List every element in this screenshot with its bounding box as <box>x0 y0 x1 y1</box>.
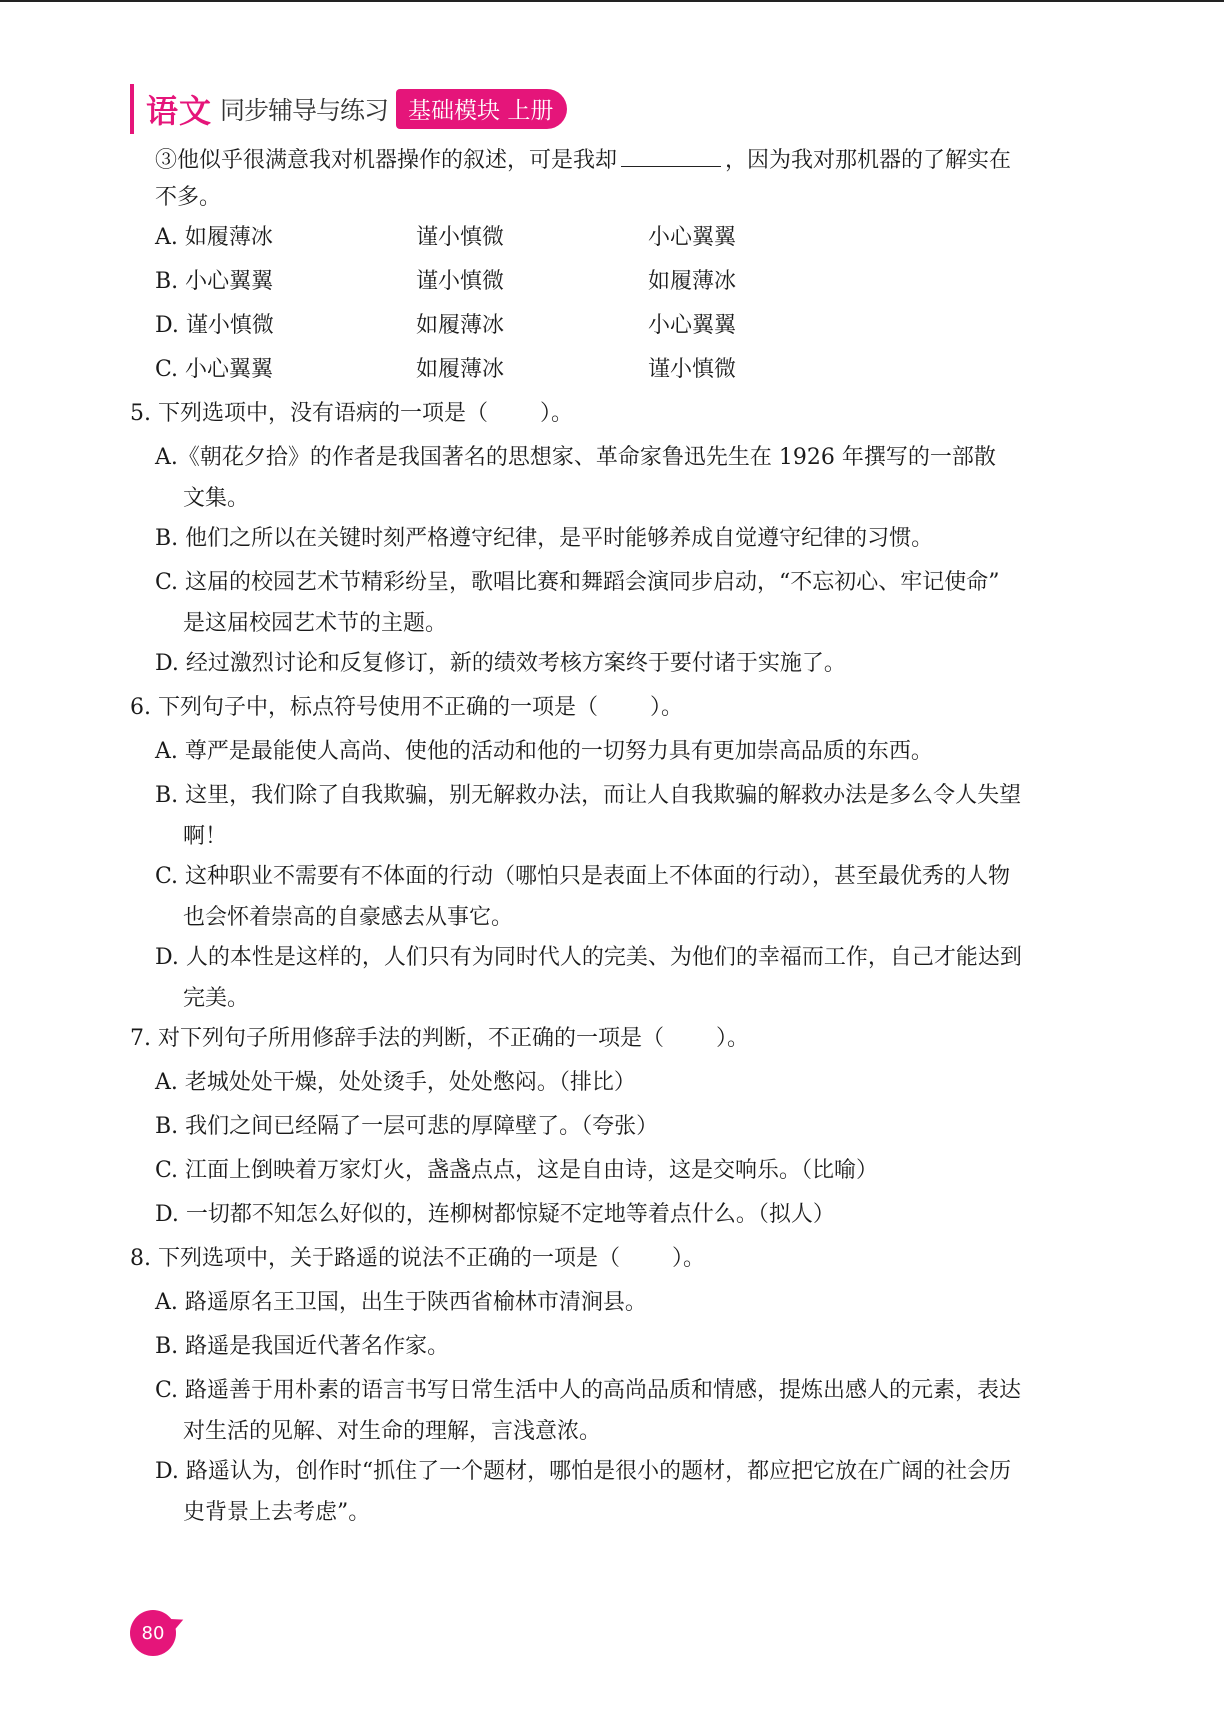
q6-option-a: A. 尊严是最能使人高尚、使他的活动和他的一切努力具有更加崇高品质的东西。 <box>155 739 933 764</box>
q7-stem: 7. 对下列句子所用修辞手法的判断，不正确的一项是（ ）。 <box>130 1026 750 1051</box>
q4-option-row <box>130 260 1100 304</box>
q4-stem-line2 <box>130 179 1100 216</box>
q7-option-d: D. 一切都不知怎么好似的，连柳树都惊疑不定地等着点什么。（拟人） <box>155 1202 835 1227</box>
q7-option-c: C. 江面上倒映着万家灯火，盏盏点点，这是自由诗，这是交响乐。（比喻） <box>155 1158 879 1183</box>
q8-option-d-cont: 史背景上去考虑”。 <box>183 1500 371 1525</box>
q6-option-d-cont: 完美。 <box>183 986 250 1011</box>
q4-option-d-word2: 如履薄冰 <box>416 313 505 338</box>
q4-stem-part-c: 不多。 <box>155 185 222 210</box>
q6-option-b: B. 这里，我们除了自我欺骗，别无解救办法，而让人自我欺骗的解救办法是多么令人失望 <box>155 783 1022 808</box>
q5-option-d: D. 经过激烈讨论和反复修订，新的绩效考核方案终于要付诸于实施了。 <box>155 651 846 676</box>
q4-option-b-word2: 谨小慎微 <box>416 269 505 294</box>
q4-option-a-word2: 谨小慎微 <box>416 225 505 250</box>
q8-option-c: C. 路遥善于用朴素的语言书写日常生活中人的高尚品质和情感，提炼出感人的元素，表达 <box>155 1378 1022 1403</box>
q8-option-b: B. 路遥是我国近代著名作家。 <box>155 1334 450 1359</box>
q4-option-a: A. 如履薄冰 <box>155 225 273 250</box>
header-series: 同步辅导与练习 <box>220 96 389 125</box>
q4-option-row <box>130 348 1100 392</box>
q4-option-d: D. 谨小慎微 <box>155 313 274 338</box>
page-header <box>130 84 567 134</box>
q6-option-c: C. 这种职业不需要有不体面的行动（哪怕只是表面上不体面的行动），甚至最优秀的人物 <box>155 864 1011 889</box>
q4-option-row <box>130 216 1100 260</box>
q4-option-c-word3: 谨小慎微 <box>648 357 737 382</box>
q8-stem: 8. 下列选项中，关于路遥的说法不正确的一项是（ ）。 <box>130 1246 706 1271</box>
q4-option-c: C. 小心翼翼 <box>155 357 274 382</box>
q4-stem-part-a: ③他似乎很满意我对机器操作的叙述，可是我却 <box>155 148 618 173</box>
q7-option-b: B. 我们之间已经隔了一层可悲的厚障壁了。（夸张） <box>155 1114 659 1139</box>
page-number: 80 <box>141 1622 165 1644</box>
header-module-tag: 基础模块 上册 <box>396 89 567 129</box>
q4-option-d-word3: 小心翼翼 <box>648 313 737 338</box>
q5-option-a-cont: 文集。 <box>183 486 250 511</box>
page-number-badge <box>130 1610 176 1656</box>
q6-option-b-cont: 啊！ <box>183 824 228 849</box>
q6-stem: 6. 下列句子中，标点符号使用不正确的一项是（ ）。 <box>130 695 684 720</box>
top-rule <box>0 0 1224 2</box>
q8-option-a: A. 路遥原名王卫国，出生于陕西省榆林市清涧县。 <box>155 1290 647 1315</box>
q4-stem-line1 <box>130 142 1100 179</box>
q7-option-a: A. 老城处处干燥，处处烫手，处处憋闷。（排比） <box>155 1070 636 1095</box>
q4-option-a-word3: 小心翼翼 <box>648 225 737 250</box>
q5-option-a: A.《朝花夕拾》的作者是我国著名的思想家、革命家鲁迅先生在 1926 年撰写的一部散 <box>155 445 996 470</box>
q8-option-d: D. 路遥认为，创作时“抓住了一个题材，哪怕是很小的题材，都应把它放在广阔的社会历 <box>155 1459 1012 1484</box>
q4-option-b-word3: 如履薄冰 <box>648 269 737 294</box>
q6-option-d: D. 人的本性是这样的，人们只有为同时代人的完美、为他们的幸福而工作，自己才能达到 <box>155 945 1022 970</box>
q4-option-c-word2: 如履薄冰 <box>416 357 505 382</box>
q5-stem: 5. 下列选项中，没有语病的一项是（ ）。 <box>130 401 574 426</box>
answer-blank <box>621 142 721 167</box>
q4-stem-part-b: ，因为我对那机器的了解实在 <box>725 148 1012 173</box>
header-accent-bar <box>130 84 134 134</box>
q8-option-c-cont: 对生活的见解、对生命的理解，言浅意浓。 <box>183 1419 602 1444</box>
q4-option-b: B. 小心翼翼 <box>155 269 274 294</box>
q6-option-c-cont: 也会怀着崇高的自豪感去从事它。 <box>183 905 514 930</box>
q5-option-b: B. 他们之所以在关键时刻严格遵守纪律，是平时能够养成自觉遵守纪律的习惯。 <box>155 526 934 551</box>
exercise-content <box>130 142 1100 1531</box>
q4-option-row <box>130 304 1100 348</box>
q5-option-c-cont: 是这届校园艺术节的主题。 <box>183 611 448 636</box>
q5-option-c: C. 这届的校园艺术节精彩纷呈，歌唱比赛和舞蹈会演同步启动，“不忘初心、牢记使命” <box>155 570 1000 595</box>
header-subject: 语文 <box>146 92 213 130</box>
